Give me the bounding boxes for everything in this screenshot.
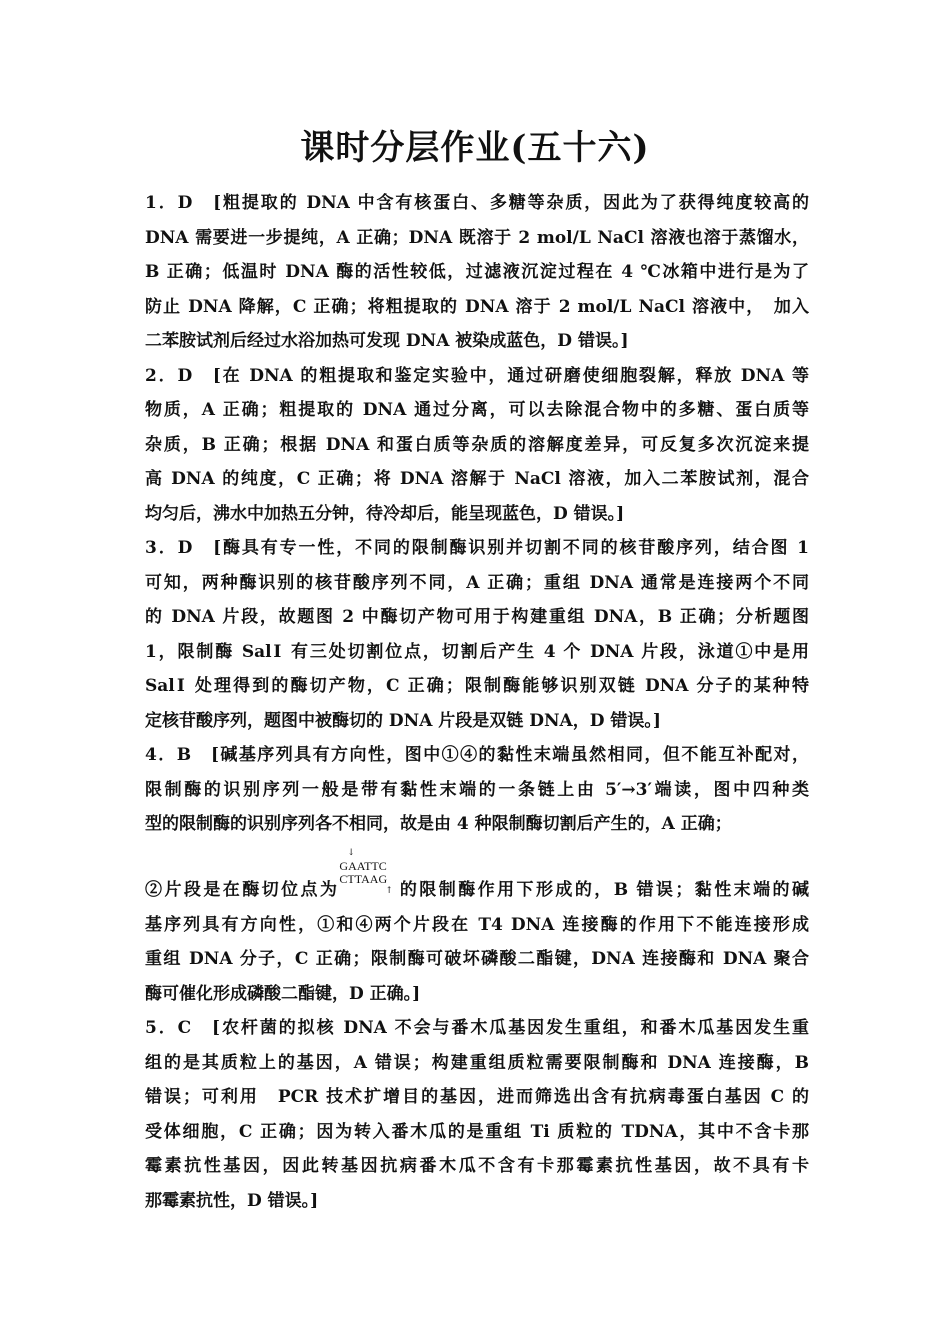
text-line: 型的限制酶的识别序列各不相同，故是由 4 种限制酶切割后产生的，A 正确； [145,814,732,834]
text-line: 1．D [粗提取的 DNA 中含有核蛋白、多糖等杂质，因此为了获得纯度较高的 [145,193,809,213]
text-line: 均匀后，沸水中加热五分钟，待冷却后，能呈现蓝色，D 错误。] [145,503,625,524]
text-line: 酶可催化形成磷酸二酯键，D 正确。] [145,983,421,1004]
cut-arrow-down-icon: ↓ [347,847,355,858]
sequence-line-before: ②片段是在酶切位点为 [145,880,340,900]
text-line: 的 DNA 片段，故题图 2 中酶切产物可用于构建重组 DNA，B 正确；分析题图 [145,607,809,627]
sequence-line-after: 的限制酶作用下形成的，B 错误；黏性末端的碱 [397,880,809,900]
text-line: 组的是其质粒上的基因，A 错误；构建重组质粒需要限制酶和 DNA 连接酶，B [145,1052,809,1073]
sequence-line-text [145,847,809,908]
text-line: 错误；可利用 PCR 技术扩增目的基因，进而筛选出含有抗病毒蛋白基因 C 的 [145,1087,809,1107]
text-line: 重组 DNA 分子，C 正确；限制酶可破坏磷酸二酯键，DNA 连接酶和 DNA 聚合 [145,949,809,969]
text-line: 限制酶的识别序列一般是带有黏性末端的一条链上由 5′→3′端读，图中四种类 [145,779,809,800]
text-line: 防止 DNA 降解，C 正确；将粗提取的 DNA 溶于 2 mol/L NaCl 溶液中， 加入 [145,296,809,317]
text-line: 二苯胺试剂后经过水浴加热可发现 DNA 被染成蓝色，D 错误。] [145,331,629,351]
text-line: 霉素抗性基因，因此转基因抗病番木瓜不含有卡那霉素抗性基因，故不具有卡 [145,1156,809,1176]
text-line: 可知，两种酶识别的核苷酸序列不同，A 正确；重组 DNA 通常是连接两个不同 [145,572,809,593]
answer-content [145,186,809,1218]
text-line: 2．D [在 DNA 的粗提取和鉴定实验中，通过研磨使细胞裂解，释放 DNA 等 [145,365,809,386]
text-line: 高 DNA 的纯度，C 正确；将 DNA 溶解于 NaCl 溶液，加入二苯胺试剂，混合 [145,469,809,489]
sequence-bottom-strand: CTTAAG [339,871,388,886]
text-line: 1，限制酶 SalⅠ 有三处切割位点，切割后产生 4 个 DNA 片段，泳道①中是用 [145,641,809,662]
text-line: 受体细胞，C 正确；因为转入番木瓜的是重组 Ti 质粒的 TDNA，其中不含卡那 [145,1121,809,1142]
text-line: 基序列具有方向性，①和④两个片段在 T4 DNA 连接酶的作用下不能连接形成 [145,914,809,935]
cut-arrow-up-icon: ↑ [385,885,393,896]
text-line: 杂质，B 正确；根据 DNA 和蛋白质等杂质的溶解度差异，可反复多次沉淀来提 [145,434,809,455]
text-line-with-sequence [145,842,809,908]
text-line: SalⅠ 处理得到的酶切产物，C 正确；限制酶能够识别双链 DNA 分子的某种特 [145,676,809,696]
text-line: 5．C [农杆菌的拟核 DNA 不会与番木瓜基因发生重组，和番木瓜基因发生重 [145,1018,809,1038]
text-line: 4．B [碱基序列具有方向性，图中①④的黏性末端虽然相同，但不能互补配对， [145,745,809,765]
restriction-site-sequence [339,847,397,908]
text-line: 那霉素抗性，D 错误。] [145,1190,319,1211]
text-line: 3．D [酶具有专一性，不同的限制酶识别并切割不同的核苷酸序列，结合图 1 [145,538,809,558]
text-line: B 正确；低温时 DNA 酶的活性较低，过滤液沉淀过程在 4 ℃冰箱中进行是为了 [145,262,809,282]
sequence-top-strand: GAATTC [339,858,387,873]
text-line: 物质，A 正确；粗提取的 DNA 通过分离，可以去除混合物中的多糖、蛋白质等 [145,400,809,420]
text-line: DNA 需要进一步提纯，A 正确；DNA 既溶于 2 mol/L NaCl 溶液也溶于蒸馏水， [145,227,809,248]
page-title: 课时分层作业(五十六) [300,128,650,168]
text-line: 定核苷酸序列，题图中被酶切的 DNA 片段是双链 DNA，D 错误。] [145,710,661,731]
